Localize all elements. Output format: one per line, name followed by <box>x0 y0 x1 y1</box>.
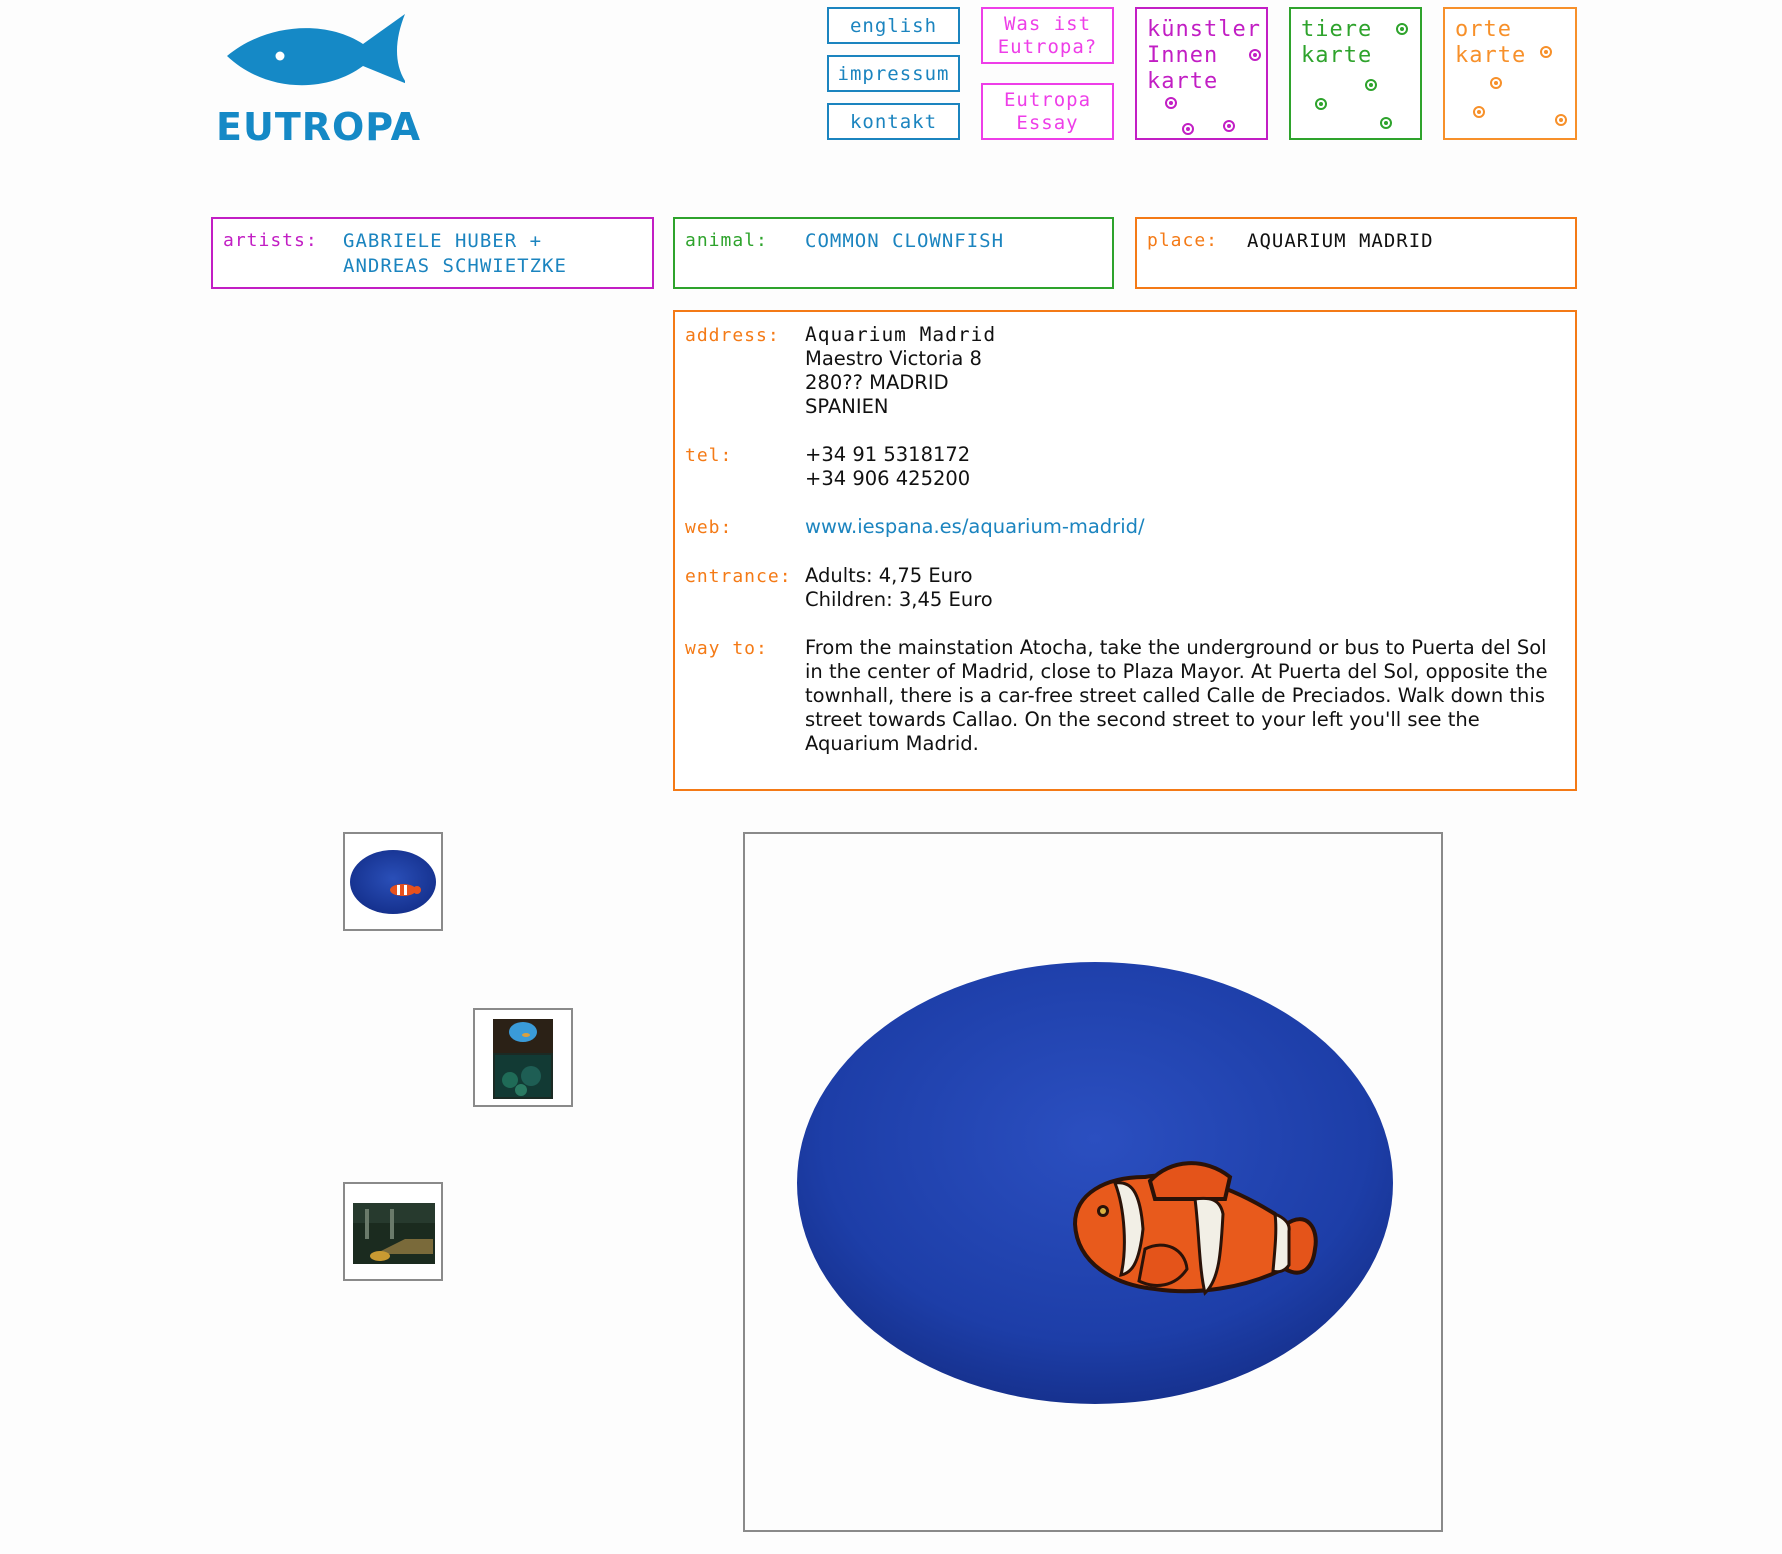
map-marker-icon <box>1182 123 1194 135</box>
address-line: Maestro Victoria 8 <box>805 347 982 370</box>
was-ist-line1: Was ist <box>1003 12 1092 35</box>
animal-box <box>673 217 1114 289</box>
logo-text: EUTROPA <box>216 105 422 149</box>
map-line1: tiere <box>1301 17 1373 42</box>
tel-line: +34 906 425200 <box>805 467 971 490</box>
kontakt-label: kontakt <box>849 110 938 133</box>
map-line2: Innen <box>1147 43 1219 68</box>
impressum-button[interactable] <box>827 55 960 92</box>
english-label: english <box>849 14 938 37</box>
wayto-value: From the mainstation Atocha, take the underground or bus to Puerta del Sol in the center of Madrid, close to Plaza Mayor. At Puerta del Sol, opposite the townhall, there is a car-free street called Calle de Preciados. Walk down this street towards Callao. On the second street to your left you'll see the Aquarium Madrid. <box>805 636 1548 755</box>
fish-icon <box>225 14 405 94</box>
map-line1: künstler <box>1147 17 1261 42</box>
web-value <box>805 515 1555 539</box>
place-details-box <box>673 310 1577 791</box>
map-marker-icon <box>1490 77 1502 89</box>
map-line1: orte <box>1455 17 1512 42</box>
web-label: web: <box>685 517 733 538</box>
artists-box <box>211 217 654 289</box>
map-marker-icon <box>1380 117 1392 129</box>
address-line: 280?? MADRID <box>805 371 949 394</box>
entrance-value <box>805 564 1555 612</box>
essay-line2: Essay <box>1016 111 1079 134</box>
was-ist-eutropa-button[interactable] <box>981 7 1114 64</box>
clownfish-painting-image <box>745 834 1441 1530</box>
kontakt-button[interactable] <box>827 103 960 140</box>
eutropa-essay-button[interactable] <box>981 83 1114 140</box>
artists-label: artists: <box>223 230 318 251</box>
aquarium-interior-thumb-icon <box>345 1184 441 1279</box>
map-marker-icon <box>1249 49 1261 61</box>
eutropa-logo[interactable] <box>210 10 422 149</box>
entrance-label: entrance: <box>685 566 792 587</box>
map-line2: karte <box>1301 43 1373 68</box>
was-ist-line2: Eutropa? <box>997 35 1098 58</box>
map-line3: karte <box>1147 69 1219 94</box>
thumbnail-aquarium-interior[interactable] <box>343 1182 443 1281</box>
address-line: SPANIEN <box>805 395 889 418</box>
thumbnail-aquarium-display[interactable] <box>473 1008 573 1107</box>
entrance-line: Children: 3,45 Euro <box>805 588 993 611</box>
thumbnail-clownfish[interactable] <box>343 832 443 931</box>
main-image-frame <box>743 832 1443 1532</box>
map-marker-icon <box>1223 120 1235 132</box>
english-button[interactable] <box>827 7 960 44</box>
map-marker-icon <box>1165 97 1177 109</box>
tel-line: +34 91 5318172 <box>805 443 971 466</box>
map-marker-icon <box>1473 106 1485 118</box>
wayto-label: way to: <box>685 638 768 659</box>
address-line: Aquarium Madrid <box>805 323 997 346</box>
place-box <box>1135 217 1577 289</box>
essay-line1: Eutropa <box>1003 88 1092 111</box>
address-value <box>805 323 1555 419</box>
map-marker-icon <box>1396 23 1408 35</box>
artists-line2[interactable]: ANDREAS SCHWIETZKE <box>343 255 567 277</box>
place-label: place: <box>1147 230 1219 251</box>
animal-value[interactable]: COMMON CLOWNFISH <box>805 230 1005 252</box>
tel-label: tel: <box>685 445 733 466</box>
web-link[interactable]: www.iespana.es/aquarium-madrid/ <box>805 515 1145 538</box>
map-marker-icon <box>1555 114 1567 126</box>
kuenstlerinnen-karte-button[interactable] <box>1135 7 1268 140</box>
animal-label: animal: <box>685 230 768 251</box>
map-marker-icon <box>1315 98 1327 110</box>
map-marker-icon <box>1540 46 1552 58</box>
entrance-line: Adults: 4,75 Euro <box>805 564 973 587</box>
tel-value <box>805 443 1555 491</box>
orte-karte-button[interactable] <box>1443 7 1577 140</box>
tiere-karte-button[interactable] <box>1289 7 1422 140</box>
artists-line1[interactable]: GABRIELE HUBER + <box>343 230 543 252</box>
impressum-label: impressum <box>837 62 950 85</box>
clownfish-painting-thumb-icon <box>345 834 441 929</box>
map-line2: karte <box>1455 43 1527 68</box>
place-value: AQUARIUM MADRID <box>1247 230 1434 252</box>
aquarium-display-thumb-icon <box>475 1010 571 1105</box>
address-label: address: <box>685 325 780 346</box>
map-marker-icon <box>1365 79 1377 91</box>
